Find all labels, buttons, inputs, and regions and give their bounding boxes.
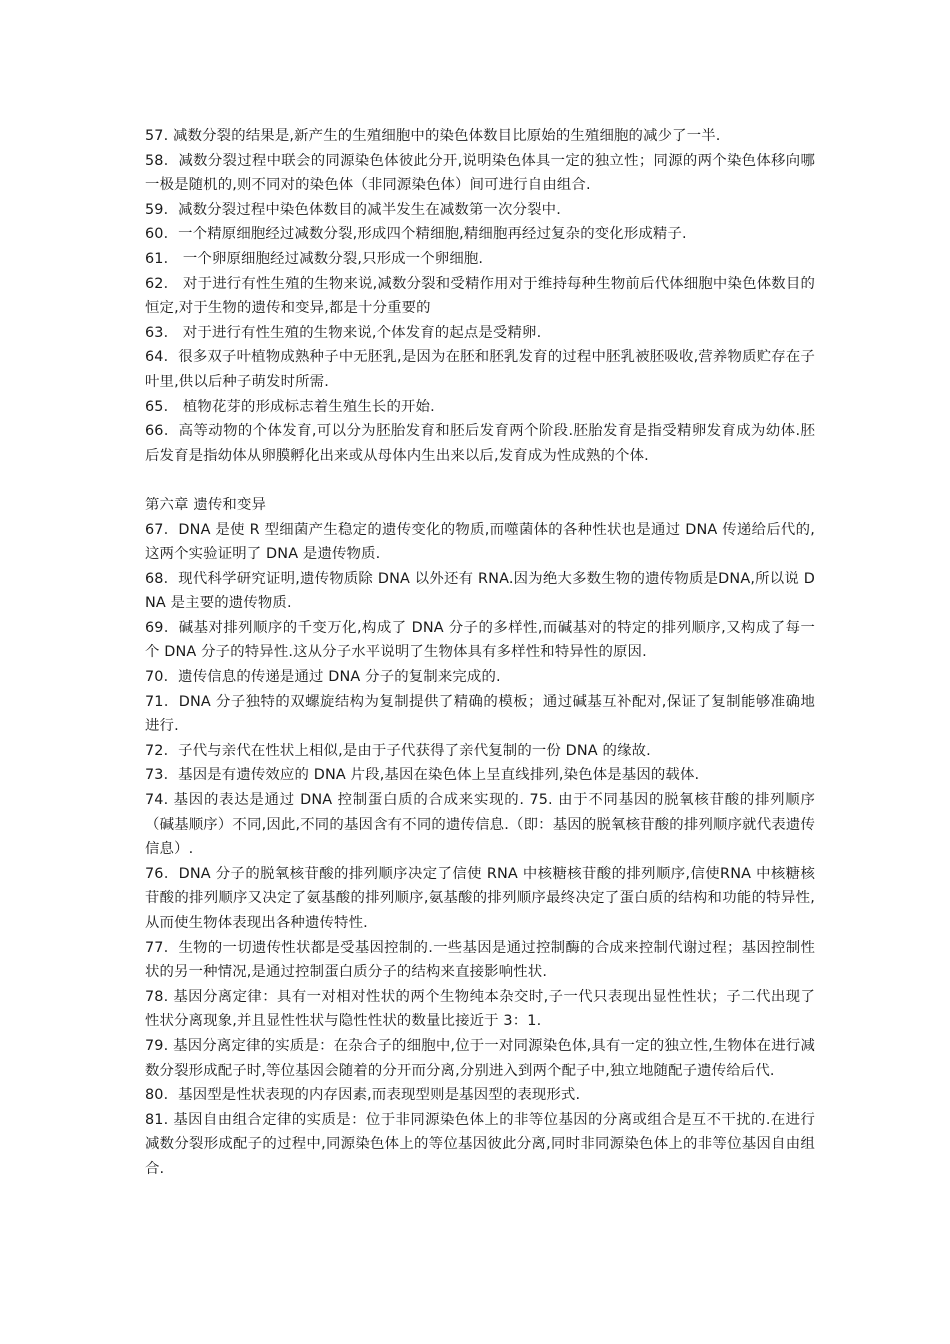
section-reproduction — [145, 124, 815, 468]
item-76: 76．DNA 分子的脱氧核苷酸的排列顺序决定了信使 RNA 中核糖核苷酸的排列顺序,信使RNA 中核糖核苷酸的排列顺序又决定了氨基酸的排列顺序,氨基酸的排列顺序最终决定了蛋白质的结构和功能的特异性,从而使生物体表现出各种遗传特性. — [145, 865, 815, 931]
item-77: 77．生物的一切遗传性状都是受基因控制的.一些基因是通过控制酶的合成来控制代谢过程；基因控制性状的另一种情况,是通过控制蛋白质分子的结构来直接影响性状. — [145, 939, 815, 981]
item-57: 57. 减数分裂的结果是,新产生的生殖细胞中的染色体数目比原始的生殖细胞的减少了一半. — [145, 128, 721, 144]
item-79: 79. 基因分离定律的实质是：在杂合子的细胞中,位于一对同源染色体,具有一定的独立性,生物体在进行减数分裂形成配子时,等位基因会随着的分开而分离,分别进入到两个配子中,独立地随配子遗传给后代. — [145, 1037, 815, 1079]
item-74-75: 74. 基因的表达是通过 DNA 控制蛋白质的合成来实现的. 75. 由于不同基因的脱氧核苷酸的排列顺序（碱基顺序）不同,因此,不同的基因含有不同的遗传信息.（即：基因的脱氧核苷酸的排列顺序就代表遗传信息）. — [145, 792, 815, 858]
item-67: 67．DNA 是使 R 型细菌产生稳定的遗传变化的物质,而噬菌体的各种性状也是通过 DNA 传递给后代的,这两个实验证明了 DNA 是遗传物质. — [145, 521, 815, 563]
item-61: 61． 一个卵原细胞经过减数分裂,只形成一个卵细胞. — [145, 250, 484, 267]
item-73: 73．基因是有遗传效应的 DNA 片段,基因在染色体上呈直线排列,染色体是基因的载体. — [145, 767, 700, 784]
item-68: 68．现代科学研究证明,遗传物质除 DNA 以外还有 RNA.因为绝大多数生物的遗传物质是DNA,所以说 DNA 是主要的遗传物质. — [145, 570, 815, 612]
item-72: 72．子代与亲代在性状上相似,是由于子代获得了亲代复制的一份 DNA 的缘故. — [145, 742, 651, 759]
item-58: 58．减数分裂过程中联会的同源染色体彼此分开,说明染色体具一定的独立性；同源的两个染色体移向哪一极是随机的,则不同对的染色体（非同源染色体）间可进行自由组合. — [145, 152, 815, 194]
section-chapter-6 — [145, 493, 815, 1182]
item-59: 59．减数分裂过程中染色体数目的减半发生在减数第一次分裂中. — [145, 201, 561, 218]
item-70: 70．遗传信息的传递是通过 DNA 分子的复制来完成的. — [145, 669, 501, 686]
item-81: 81. 基因自由组合定律的实质是：位于非同源染色体上的非等位基因的分离或组合是互不干扰的.在进行减数分裂形成配子的过程中,同源染色体上的等位基因彼此分离,同时非同源染色体上的非等位基因自由组合. — [145, 1111, 815, 1177]
item-62: 62． 对于进行有性生殖的生物来说,减数分裂和受精作用对于维持每种生物前后代体细胞中染色体数目的恒定,对于生物的遗传和变异,都是十分重要的 — [145, 275, 815, 317]
document-page — [145, 124, 815, 1182]
chapter-title: 第六章 遗传和变异 — [145, 496, 267, 513]
item-78: 78. 基因分离定律：具有一对相对性状的两个生物纯本杂交时,子一代只表现出显性性状；子二代出现了性状分离现象,并且显性性状与隐性性状的数量比接近于 3：1. — [145, 988, 815, 1030]
section-gap — [145, 468, 815, 493]
item-64: 64．很多双子叶植物成熟种子中无胚乳,是因为在胚和胚乳发育的过程中胚乳被胚吸收,营养物质贮存在子叶里,供以后种子萌发时所需. — [145, 349, 815, 390]
item-60: 60．一个精原细胞经过减数分裂,形成四个精细胞,精细胞再经过复杂的变化形成精子. — [145, 226, 687, 243]
item-65: 65． 植物花芽的形成标志着生殖生长的开始. — [145, 398, 435, 415]
item-63: 63． 对于进行有性生殖的生物来说,个体发育的起点是受精卵. — [145, 324, 542, 341]
item-69: 69．碱基对排列顺序的千变万化,构成了 DNA 分子的多样性,而碱基对的特定的排列顺序,又构成了每一个 DNA 分子的特异性.这从分子水平说明了生物体具有多样性和特异性的原因. — [145, 619, 815, 661]
item-66: 66．高等动物的个体发育,可以分为胚胎发育和胚后发育两个阶段.胚胎发育是指受精卵发育成为幼体.胚后发育是指幼体从卵膜孵化出来或从母体内生出来以后,发育成为性成熟的个体. — [145, 423, 815, 464]
item-80: 80．基因型是性状表现的内存因素,而表现型则是基因型的表现形式. — [145, 1087, 581, 1104]
item-71: 71．DNA 分子独特的双螺旋结构为复制提供了精确的模板；通过碱基互补配对,保证了复制能够准确地进行. — [145, 693, 815, 735]
